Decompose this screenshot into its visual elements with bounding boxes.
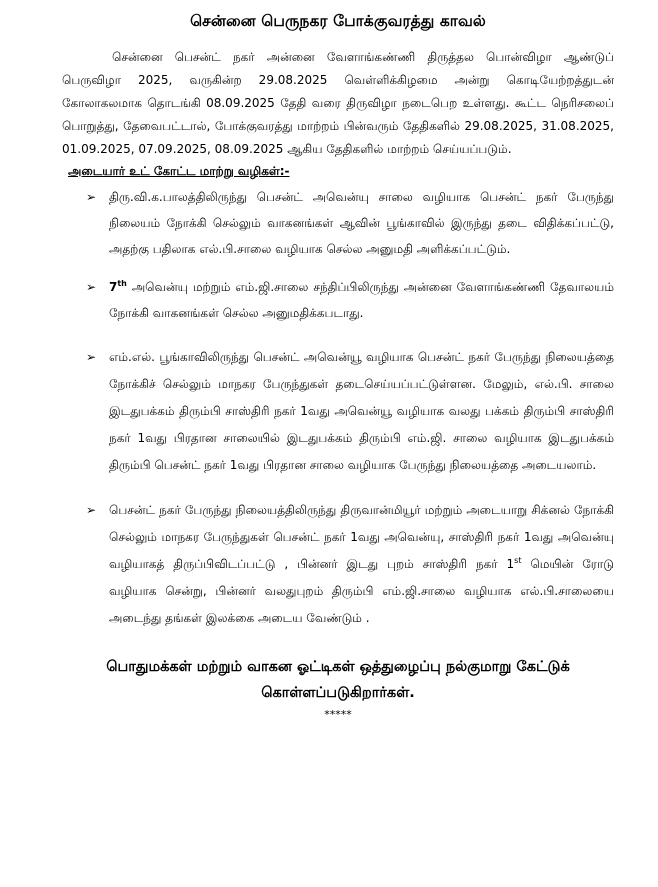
arrow-bullet-icon: ➢ [86, 190, 97, 204]
list-item-text: பெசன்ட் நகர் பேருந்து நிலையத்திலிருந்து திருவான்மியூர் மற்றும் அடையாறு சிக்னல் நோக்கி செல்லும் மாநகர பேருந்துகள் பெசன்ட் நகர் 1வது அவென்யு, சாஸ்திரி நகர் 1வது அவென்யு வழியாகத் திருப்பிவிடப்பட்டு , பின்னர் இடது புறம் சாஸ்திரி நகர் 1 [109, 503, 614, 571]
list-item [62, 184, 614, 262]
list-item-text: திரு.வி.க.பாலத்திலிருந்து பெசன்ட் அவென்யு சாலை வழியாக பெசன்ட் நகர் பேருந்து நிலையம் நோக்கி செல்லும் வாகனங்கள் ஆவின் பூங்காவில் இருந்து தடை விதிக்கப்பட்டு, அதற்கு பதிலாக எல்.பி.சாலை வழியாக செல்ல அனுமதி அளிக்கப்பட்டும். [109, 190, 614, 256]
document-title: சென்னை பெருநகர போக்குவரத்து காவல் [190, 12, 486, 30]
list-item-text: எம்.எல். பூங்காவிலிருந்து பெசன்ட் அவென்யூ வழியாக பெசன்ட் நகர் பேருந்து நிலையத்தை நோக்கிச் செல்லும் மாநகர பேருந்துகள் தடைசெய்யப்பட்டுள்ளன. மேலும், எல்.பி. சாலை இடதுபக்கம் திரும்பி சாஸ்திரி நகர் 1வது அவென்யூ வழியாக வலது பக்கம் திரும்பி சாஸ்திரி நகர் 1வது பிரதான சாலையில் இடதுபக்கம் திரும்பி எம்.ஜி. சாலை வழியாக இடதுபக்கம் திரும்பி பெசன்ட் நகர் 1வது பிரதான சாலை வழியாக பேருந்து நிலையத்தை அடையலாம். [109, 350, 614, 472]
arrow-bullet-icon: ➢ [86, 280, 97, 294]
list-item-text: அவென்யு மற்றும் எம்.ஜி.சாலை சந்திப்பிலிருந்து அன்னை வேளாங்கண்ணி தேவாலயம் நோக்கி வாகனங்கள் செல்ல அனுமதிக்கபடாது. [109, 280, 614, 320]
closing-appeal: பொதுமக்கள் மற்றும் வாகன ஓட்டிகள் ஒத்துழைப்பு நல்குமாறு கேட்டுக் கொள்ளப்படுகிறார்கள். [106, 659, 570, 701]
list-item-superscript: th [117, 279, 127, 288]
list-item [62, 344, 614, 479]
list-item-text-continued: மெயின் ரோடு வழியாக சென்று, பின்னர் வலதுபுறம் திரும்பி எம்.ஜி.சாலை வழியாக எல்.பி.சாலையை அடைந்து தங்கள் இலக்கை அடைய வேண்டும் . [109, 557, 614, 625]
section-heading: அடையார் உட் கோட்ட மாற்று வழிகள்:- [68, 164, 290, 178]
end-stars: ***** [324, 708, 352, 721]
arrow-bullet-icon: ➢ [86, 350, 97, 364]
list-item-prefix: 7 [109, 280, 118, 294]
arrow-bullet-icon: ➢ [86, 503, 97, 517]
list-item [62, 497, 614, 632]
route-list [62, 184, 614, 632]
list-item [62, 274, 614, 326]
intro-paragraph: சென்னை பெசன்ட் நகர் அன்னை வேளாங்கண்ணி திருத்தல பொன்விழா ஆண்டுப் பெருவிழா 2025, வருகின்ற 29.08.2025 வெள்ளிக்கிழமை அன்று கொடியேற்றத்துடன் கோலாகலமாக தொடங்கி 08.09.2025 தேதி வரை திருவிழா நடைபெற உள்ளது. கூட்ட நெரிசலைப் பொறுத்து, தேவைபட்டால், போக்குவரத்து மாற்றம் பின்வரும் தேதிகளில் 29.08.2025, 31.08.2025, 01.09.2025, 07.09.2025, 08.09.2025 ஆகிய தேதிகளில் மாற்றம் செய்யப்படும். [62, 50, 614, 156]
list-item-superscript: st [514, 556, 522, 565]
